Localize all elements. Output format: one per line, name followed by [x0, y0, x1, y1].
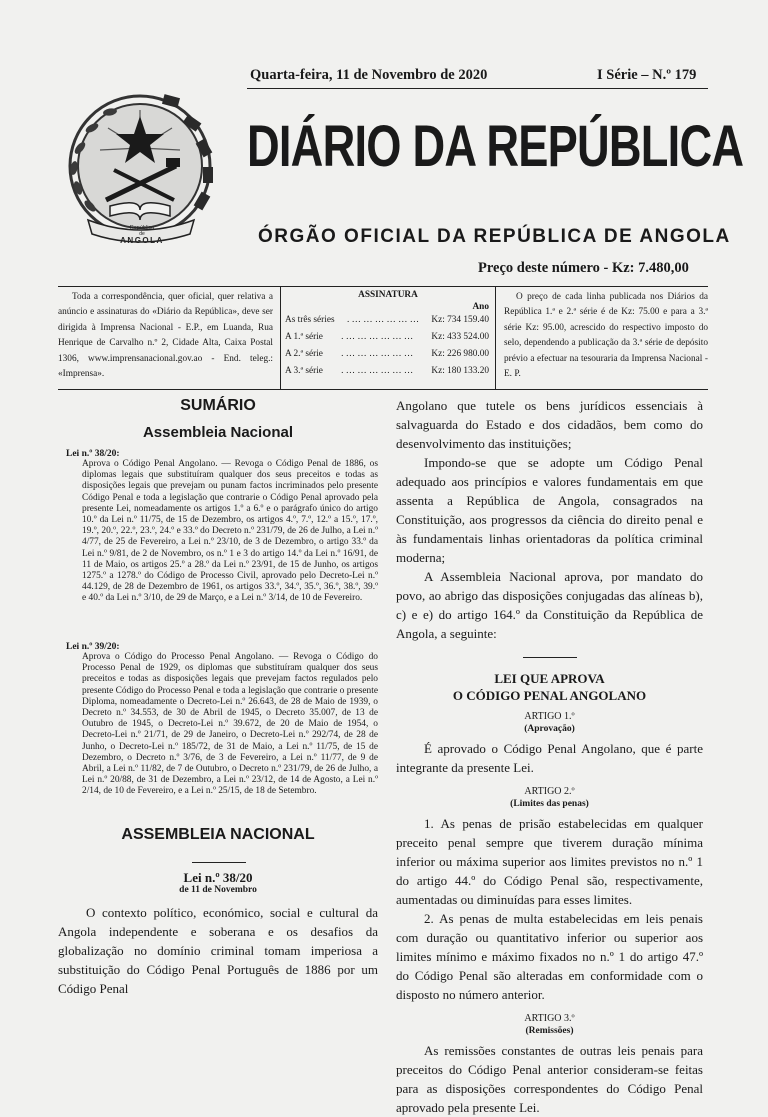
article-text: As remissões constantes de outras leis penais para preceitos do Código Penal anterior consideram-se feitas para as disposições correspondentes do Código Penal aprovado pela presente Lei.: [396, 1043, 703, 1115]
summary-item: [66, 449, 378, 605]
subscription-row-dots: . … … … … … …: [341, 332, 414, 342]
article-subtitle: (Aprovação): [524, 724, 575, 734]
summary-title: SUMÁRIO: [180, 397, 256, 414]
article-title: ARTIGO 2.º: [524, 786, 575, 797]
article-subtitle: (Limites das penas): [510, 799, 589, 809]
summary-item-label: Lei n.º 38/20:: [66, 449, 120, 459]
paragraph: Impondo-se que se adopte um Código Penal adequado aos princípios e valores fundamentais em que assenta a República de Angola, consagrados na Constituição, aos progressos da ciência do direito penal e às fundamentais linhas orientadoras da política criminal moderna;: [396, 455, 703, 565]
summary-item-text: Aprova o Código do Processo Penal Angolano. — Revoga o Código do Processo Penal de 1929, os diplomas que substituíram qualquer dos seus preceitos e todas as disposições legais que prevejam factos regulados pelo presente Código do Processo Penal e toda a legislação que contrarie o presente Diploma, nomeadamente o Decreto-Lei n.º 26.643, de 28 de Maio de 1939, o Decreto n.º 34.553, de 30 de Abril de 1945, o Decreto 35.007, de 13 de Outubro de 1945, o Decreto-Lei n.º 39.672, de 20 de Maio de 1954, o Decreto-Lei n.º 21/71, de 29 de Janeiro, o Decreto-Lei n.º 292/74, de 28 de Junho, o Decreto-Lei n.º 185/72, de 31 de Maio, a Lei n.º 11/75, de 15 de Dezembro, o Decreto n.º 3/76, de 3 de Fevereiro, a Lei n.º 11/77, de 9 de Abril, a Lei n.º 11/82, de 7 de Outubro, o Decreto n.º 231/79, de 26 de Julho, a Lei n.º 20/88, de 31 de Dezembro, a Lei n.º 23/12, de 14 de Agosto, a Lei n.º 2/14, de 10 de Fevereiro, e a Lei n.º 25/15, de 18 de Setembro.: [82, 652, 378, 797]
subscription-row-label: A 3.ª série: [285, 366, 323, 376]
masthead-title: DIÁRIO DA REPÚBLICA: [247, 114, 744, 179]
law-intro-paragraph: O contexto político, económico, social e cultural da Angola independente e soberana e os desafios da globalização no domínio criminal tomam imperiosa a substituição do Código Penal Português de 1886 por um Código Penal: [58, 905, 378, 996]
law-title: Lei n.º 38/20: [183, 870, 253, 885]
law-date: de 11 de Novembro: [179, 885, 257, 895]
issue-price: Preço deste número - Kz: 7.480,00: [478, 260, 689, 276]
summary-item-label: Lei n.º 39/20:: [66, 642, 120, 652]
paragraph: A Assembleia Nacional aprova, por mandato do povo, ao abrigo das disposições conjugadas das alíneas b), c) e e) do artigo 164.º da Constituição da República de Angola, a seguinte:: [396, 569, 703, 641]
subscription-row-value: Kz: 734 159.40: [431, 315, 489, 325]
emblem-text-republica: República: [129, 225, 155, 231]
article-title: ARTIGO 3.º: [524, 1013, 575, 1024]
law-heading: LEI QUE APROVA: [494, 671, 605, 686]
subscription-table: [280, 287, 496, 389]
subscription-row-label: A 1.ª série: [285, 332, 323, 342]
law-heading: O CÓDIGO PENAL ANGOLANO: [452, 688, 647, 703]
coat-of-arms-emblem: [58, 88, 228, 248]
paragraph: Angolano que tutele os bens jurídicos essenciais à salvaguarda do Estado e dos cidadãos, bem como do desenvolvimento das instituições;: [396, 398, 703, 451]
subscription-info-box: [58, 286, 708, 390]
subscription-row-dots: . … … … … … …: [341, 366, 414, 376]
article-subtitle: (Remissões): [525, 1026, 574, 1036]
subscription-row-dots: . … … … … … …: [341, 349, 414, 359]
right-column: [396, 396, 703, 1117]
correspondence-notice: Toda a correspondência, quer oficial, quer relativa a anúncio e assinaturas do «Diário da República», deve ser dirigida à Imprensa Nacional - E.P., em Luanda, Rua Henrique de Carvalho n.º 2, Cidade Alta, Caixa Postal 1306, www.imprensanacional.gov.ao - End. teleg.: «Imprensa».: [58, 292, 273, 380]
section-title-assembleia: ASSEMBLEIA NACIONAL: [121, 826, 315, 843]
emblem-text-de: de: [139, 231, 145, 237]
section-divider: [192, 862, 246, 863]
header-rule: [247, 88, 708, 89]
subscription-row-dots: . … … … … … …: [346, 315, 420, 325]
emblem-text-angola: ANGOLA: [120, 236, 164, 245]
subscription-row-label: A 2.ª série: [285, 349, 323, 359]
subscription-row-value: Kz: 226 980.00: [431, 349, 489, 359]
subscription-row: [281, 346, 495, 363]
subscription-row: [281, 329, 495, 346]
pricing-notice: O preço de cada linha publicada nos Diários da República 1.ª e 2.ª série é de Kz: 75.00 e para a 3.ª série Kz: 95.00, acrescido do respectivo imposto do selo, dependendo a publicação da 3.ª série de depósito prévio a efectuar na tesouraria da Imprensa Nacional - E. P.: [504, 292, 708, 380]
article-text: 2. As penas de multa estabelecidas em leis penais com duração ou quantitativo inferior ou superior aos limites mínimo e máximo fixados no n.º 1 do artigo 47.º do Código Penal são alteradas em conformidade com o disposto no número anterior.: [396, 911, 703, 1002]
article-text: É aprovado o Código Penal Angolano, que é parte integrante da presente Lei.: [396, 741, 703, 775]
issue-date: Quarta-feira, 11 de Novembro de 2020: [250, 67, 488, 83]
subscription-row-value: Kz: 180 133.20: [431, 366, 489, 376]
subscription-row-label: As três séries: [285, 315, 335, 325]
section-divider: [523, 657, 577, 658]
issue-series: I Série – N.º 179: [597, 67, 697, 83]
summary-item-text: Aprova o Código Penal Angolano. — Revoga o Código Penal de 1886, os diplomas legais que substituíram qualquer dos seus preceitos e todas as disposições legais que prevejam ou punam factos incriminados pelo presente Código Penal e toda a legislação que contrarie o Código Penal aprovado pela presente Lei, nomeadamente os artigos 1.º a 6.º e o parágrafo único do artigo 10.º da Lei n.º 11/75, de 15 de Dezembro, os artigos 4.º, 7.º, 12.º a 15.º, 17.º, 19.º, 20.º, 22.º, 23.º, 24.º e 33.º do Decreto n.º 231/79, de 26 de Julho, a Lei n.º 4/77, de 25 de Fevereiro, a Lei n.º 23/10, de 3 de Dezembro, o artigo 33.º da Lei n.º 9/81, de 2 de Novembro, os n.º 1 e 3 do artigo 14.º da Lei n.º 16/91, de 11 de Maio, os artigos 25.º a 28.º da Lei n.º 23/91, de 15 de Junho, os artigos 1275.º a 1278.º do Código de Processo Civil, aprovado pelo Decreto-Lei n.º 44.129, de 28 de Dezembro de 1961, os artigos 33.º, 34.º, 35.º, 36.º, 38.º, 39.º e 40.º da Lei n.º 3/10, de 29 de Março, e a Lei n.º 3/14, de 10 de Fevereiro.: [82, 459, 378, 604]
article-title: ARTIGO 1.º: [524, 711, 575, 722]
subscription-year-header: Ano: [472, 302, 489, 312]
subscription-row: [281, 312, 495, 329]
subscription-row-value: Kz: 433 524.00: [431, 332, 489, 342]
masthead-subtitle: ÓRGÃO OFICIAL DA REPÚBLICA DE ANGOLA: [258, 226, 731, 247]
subscription-row: [281, 363, 495, 380]
summary-subtitle: Assembleia Nacional: [142, 424, 294, 441]
article-text: 1. As penas de prisão estabelecidas em qualquer preceito penal sempre que tiverem duração mínima inferior ou máxima superior aos limites previstos no n.º 1 do artigo 44.º do Código Penal são, respectivamente, aumentadas ou diminuídas para esses limites.: [396, 816, 703, 907]
subscription-table-title: ASSINATURA: [358, 290, 418, 300]
summary-item: [66, 642, 378, 798]
